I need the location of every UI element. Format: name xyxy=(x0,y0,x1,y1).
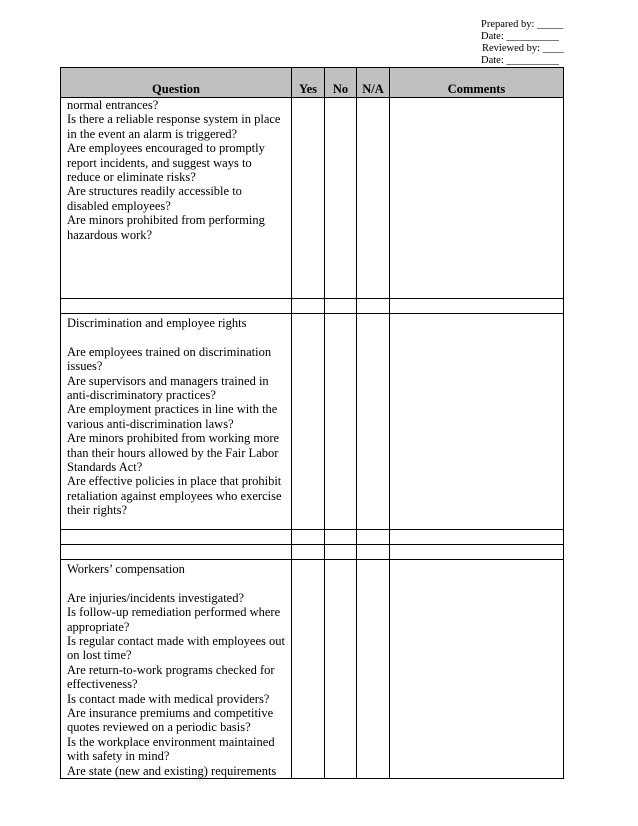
table-row xyxy=(61,530,564,545)
no-cell[interactable] xyxy=(325,560,357,779)
question-text: Is follow-up remediation performed where xyxy=(67,605,281,620)
section-title: Discrimination and employee rights xyxy=(67,316,247,330)
question-text: Are state (new and existing) requirements xyxy=(67,763,277,778)
question-text: Are injuries/incidents investigated? xyxy=(67,590,245,605)
yes-cell[interactable] xyxy=(292,314,325,530)
question-cell xyxy=(61,314,292,530)
question-text: with safety in mind? xyxy=(67,749,170,764)
na-cell[interactable] xyxy=(357,545,390,560)
question-text: Are employees trained on discrimination xyxy=(67,344,272,359)
question-text: various anti-discrimination laws? xyxy=(67,416,234,431)
na-cell[interactable] xyxy=(357,314,390,530)
question-text: Are effective policies in place that prohibit xyxy=(67,474,282,489)
question-text: normal entrances? xyxy=(67,98,159,112)
question-text: Standards Act? xyxy=(67,460,143,475)
question-text: Are employees encouraged to promptly xyxy=(67,141,265,156)
question-text: disabled employees? xyxy=(67,198,171,213)
table-row xyxy=(61,560,564,779)
question-text: reduce or eliminate risks? xyxy=(67,170,196,185)
na-cell[interactable] xyxy=(357,98,390,299)
comments-cell[interactable] xyxy=(390,560,564,779)
comments-cell[interactable] xyxy=(390,530,564,545)
na-cell[interactable] xyxy=(357,560,390,779)
document-metadata xyxy=(481,19,571,67)
question-text: on lost time? xyxy=(67,648,132,663)
question-text: Are insurance premiums and competitive xyxy=(67,706,274,721)
comments-cell[interactable] xyxy=(390,98,564,299)
na-cell[interactable] xyxy=(357,530,390,545)
question-text: Are return-to-work programs checked for xyxy=(67,662,275,677)
question-text: in the event an alarm is triggered? xyxy=(67,126,238,141)
question-cell xyxy=(61,530,292,545)
question-text: appropriate? xyxy=(67,619,130,634)
comments-cell[interactable] xyxy=(390,314,564,530)
yes-cell[interactable] xyxy=(292,530,325,545)
yes-cell[interactable] xyxy=(292,299,325,314)
question-text: Is regular contact made with employees out xyxy=(67,634,285,649)
column-header-no: No xyxy=(325,68,357,98)
comments-cell[interactable] xyxy=(390,299,564,314)
column-header-comments: Comments xyxy=(390,68,564,98)
no-cell[interactable] xyxy=(325,545,357,560)
table-row xyxy=(61,98,564,299)
prepared-by-field: Prepared by: _____ xyxy=(481,19,564,30)
question-text: Are structures readily accessible to xyxy=(67,184,242,199)
checklist-table xyxy=(60,67,564,779)
question-text: than their hours allowed by the Fair Labor xyxy=(67,445,279,460)
question-text: quotes reviewed on a periodic basis? xyxy=(67,720,251,735)
section-title: Workers’ compensation xyxy=(67,562,185,576)
question-text: Are employment practices in line with the xyxy=(67,402,278,417)
no-cell[interactable] xyxy=(325,314,357,530)
na-cell[interactable] xyxy=(357,299,390,314)
question-text: hazardous work? xyxy=(67,227,153,242)
reviewed-by-field: Reviewed by: ____ xyxy=(482,43,564,54)
comments-cell[interactable] xyxy=(390,545,564,560)
yes-cell[interactable] xyxy=(292,560,325,779)
question-cell xyxy=(61,98,292,299)
question-text: Is contact made with medical providers? xyxy=(67,691,270,706)
yes-cell[interactable] xyxy=(292,98,325,299)
no-cell[interactable] xyxy=(325,98,357,299)
question-text: retaliation against employees who exercise xyxy=(67,488,282,503)
question-cell xyxy=(61,560,292,779)
table-row xyxy=(61,314,564,530)
column-header-yes: Yes xyxy=(292,68,325,98)
question-text: issues? xyxy=(67,359,103,374)
question-text: Is the workplace environment maintained xyxy=(67,734,275,749)
question-text: Are minors prohibited from working more xyxy=(67,431,280,446)
question-text: Are minors prohibited from performing xyxy=(67,213,265,228)
review-date-field: Date: __________ xyxy=(481,55,559,66)
no-cell[interactable] xyxy=(325,530,357,545)
column-header-question: Question xyxy=(61,68,292,98)
question-cell xyxy=(61,299,292,314)
no-cell[interactable] xyxy=(325,299,357,314)
question-text: report incidents, and suggest ways to xyxy=(67,155,252,170)
question-text: Is there a reliable response system in place xyxy=(67,112,281,127)
table-header-row xyxy=(61,68,564,98)
table-row xyxy=(61,299,564,314)
yes-cell[interactable] xyxy=(292,545,325,560)
question-text: Are supervisors and managers trained in xyxy=(67,373,269,388)
question-text: anti-discriminatory practices? xyxy=(67,388,216,403)
question-text: their rights? xyxy=(67,503,128,518)
date-field: Date: __________ xyxy=(481,31,559,42)
question-cell xyxy=(61,545,292,560)
table-row xyxy=(61,545,564,560)
question-text: effectiveness? xyxy=(67,677,138,692)
column-header-na: N/A xyxy=(357,68,390,98)
